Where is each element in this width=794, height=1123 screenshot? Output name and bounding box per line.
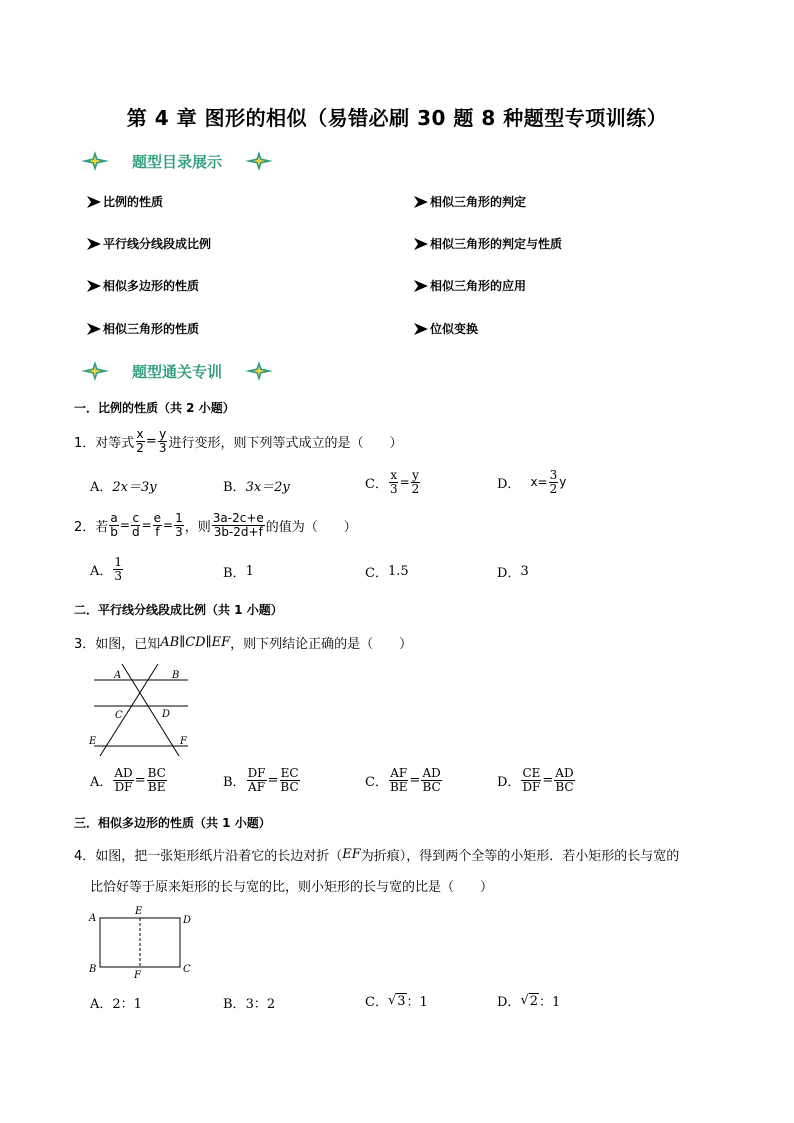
arrow-bullet-icon [86,195,102,209]
toc-item[interactable]: 位似变换 [413,320,478,337]
practice-banner [80,360,274,382]
question-4-line-2: 比恰好等于原来矩形的长与宽的比，则小矩形的长与宽的比是（ ） [90,880,494,895]
option-c[interactable]: C． √ 3 ：1 [365,992,428,1010]
point-label-e: E [135,906,143,917]
sparkle-star-icon [244,150,274,172]
point-label-f: F [134,970,141,981]
option-a[interactable]: A． 2：1 [90,997,142,1012]
point-label-d: D [162,709,171,720]
point-label-b: B [89,964,97,975]
toc-item[interactable]: 相似三角形的判定 [413,193,526,210]
toc-item[interactable]: 相似多边形的性质 [86,277,199,294]
option-d[interactable]: D． x= $\frac{3}{2}$ y [497,468,567,496]
toc-item[interactable]: 平行线分线段成比例 [86,235,211,252]
point-label-b: B [172,670,180,681]
option-c[interactable]: C． $\frac{x}{3}$ = $\frac{y}{2}$ [365,468,420,496]
option-b[interactable]: B． 1 [223,564,254,581]
point-label-c: C [183,964,191,975]
question-1: 1．对等式 $\frac{x}{2}$ = $\frac{y}{3}$ 进行变形，则下列等式成立的是（ ） [74,427,403,455]
toc-banner [80,150,274,172]
toc-item[interactable]: 相似三角形的判定与性质 [413,235,562,252]
toc-item[interactable]: 相似三角形的性质 [86,320,199,337]
arrow-bullet-icon [413,195,429,209]
arrow-bullet-icon [413,279,429,293]
arrow-bullet-icon [86,279,102,293]
option-c[interactable]: C． $\frac{AF}{BE}$ = $\frac{AD}{BC}$ [365,766,441,794]
square-root-symbol: √ 3 [387,992,406,1009]
option-a[interactable]: A． 2x＝3y [90,480,157,495]
option-d[interactable]: D． 3 [497,564,529,581]
square-root-symbol: √ 2 [520,992,539,1009]
option-a[interactable]: A． $\frac{AD}{DF}$ = $\frac{BC}{BE}$ [90,766,166,794]
option-b[interactable]: B． $\frac{DF}{AF}$ = $\frac{EC}{BC}$ [223,766,299,794]
arrow-bullet-icon [86,237,102,251]
sparkle-star-icon [80,150,110,172]
section-heading: 一．比例的性质（共 2 小题） [74,401,235,415]
point-label-a: A [89,913,97,924]
parallel-lines-figure [86,660,196,760]
option-b[interactable]: B． 3：2 [223,997,276,1012]
rectangle-fold-figure [86,903,196,981]
toc-item[interactable]: 比例的性质 [86,193,163,210]
point-label-c: C [115,710,123,721]
point-label-a: A [114,670,122,681]
question-2: 2．若 $\frac{a}{b}$ = $\frac{c}{d}$ = $\frac{e}{f}$ = $\frac{1}{3}$ ，则 $\frac{3a-2c+e}{3b-2d+f}$ 的值为（ ） [74,511,357,539]
sparkle-star-icon [244,360,274,382]
page-title: 第 4 章 图形的相似（易错必刷 30 题 8 种题型专项训练） [126,106,668,130]
arrow-bullet-icon [413,322,429,336]
arrow-bullet-icon [413,237,429,251]
option-d[interactable]: D． √ 2 ：1 [497,992,561,1010]
question-3: 3．如图，已知 AB∥CD∥EF ，则下列结论正确的是（ ） [74,635,413,652]
point-label-f: F [180,736,187,747]
point-label-e: E [89,736,97,747]
option-d[interactable]: D． $\frac{CE}{DF}$ = $\frac{AD}{BC}$ [497,766,574,794]
practice-banner-title: 题型通关专训 [132,362,223,381]
section-heading: 三．相似多边形的性质（共 1 小题） [74,816,271,830]
question-4-line-1: 4．如图，把一张矩形纸片沿着它的长边对折（ EF 为折痕），得到两个全等的小矩形．若小矩形的长与宽的 [74,847,680,864]
sparkle-star-icon [80,360,110,382]
option-a[interactable]: A． $\frac{1}{3}$ [90,555,123,583]
option-b[interactable]: B． 3x＝2y [223,480,290,495]
toc-banner-title: 题型目录展示 [132,152,223,171]
section-heading: 二．平行线分线段成比例（共 1 小题） [74,603,283,617]
option-c[interactable]: C． 1.5 [365,564,409,581]
point-label-d: D [183,915,192,926]
toc-item[interactable]: 相似三角形的应用 [413,277,526,294]
arrow-bullet-icon [86,322,102,336]
